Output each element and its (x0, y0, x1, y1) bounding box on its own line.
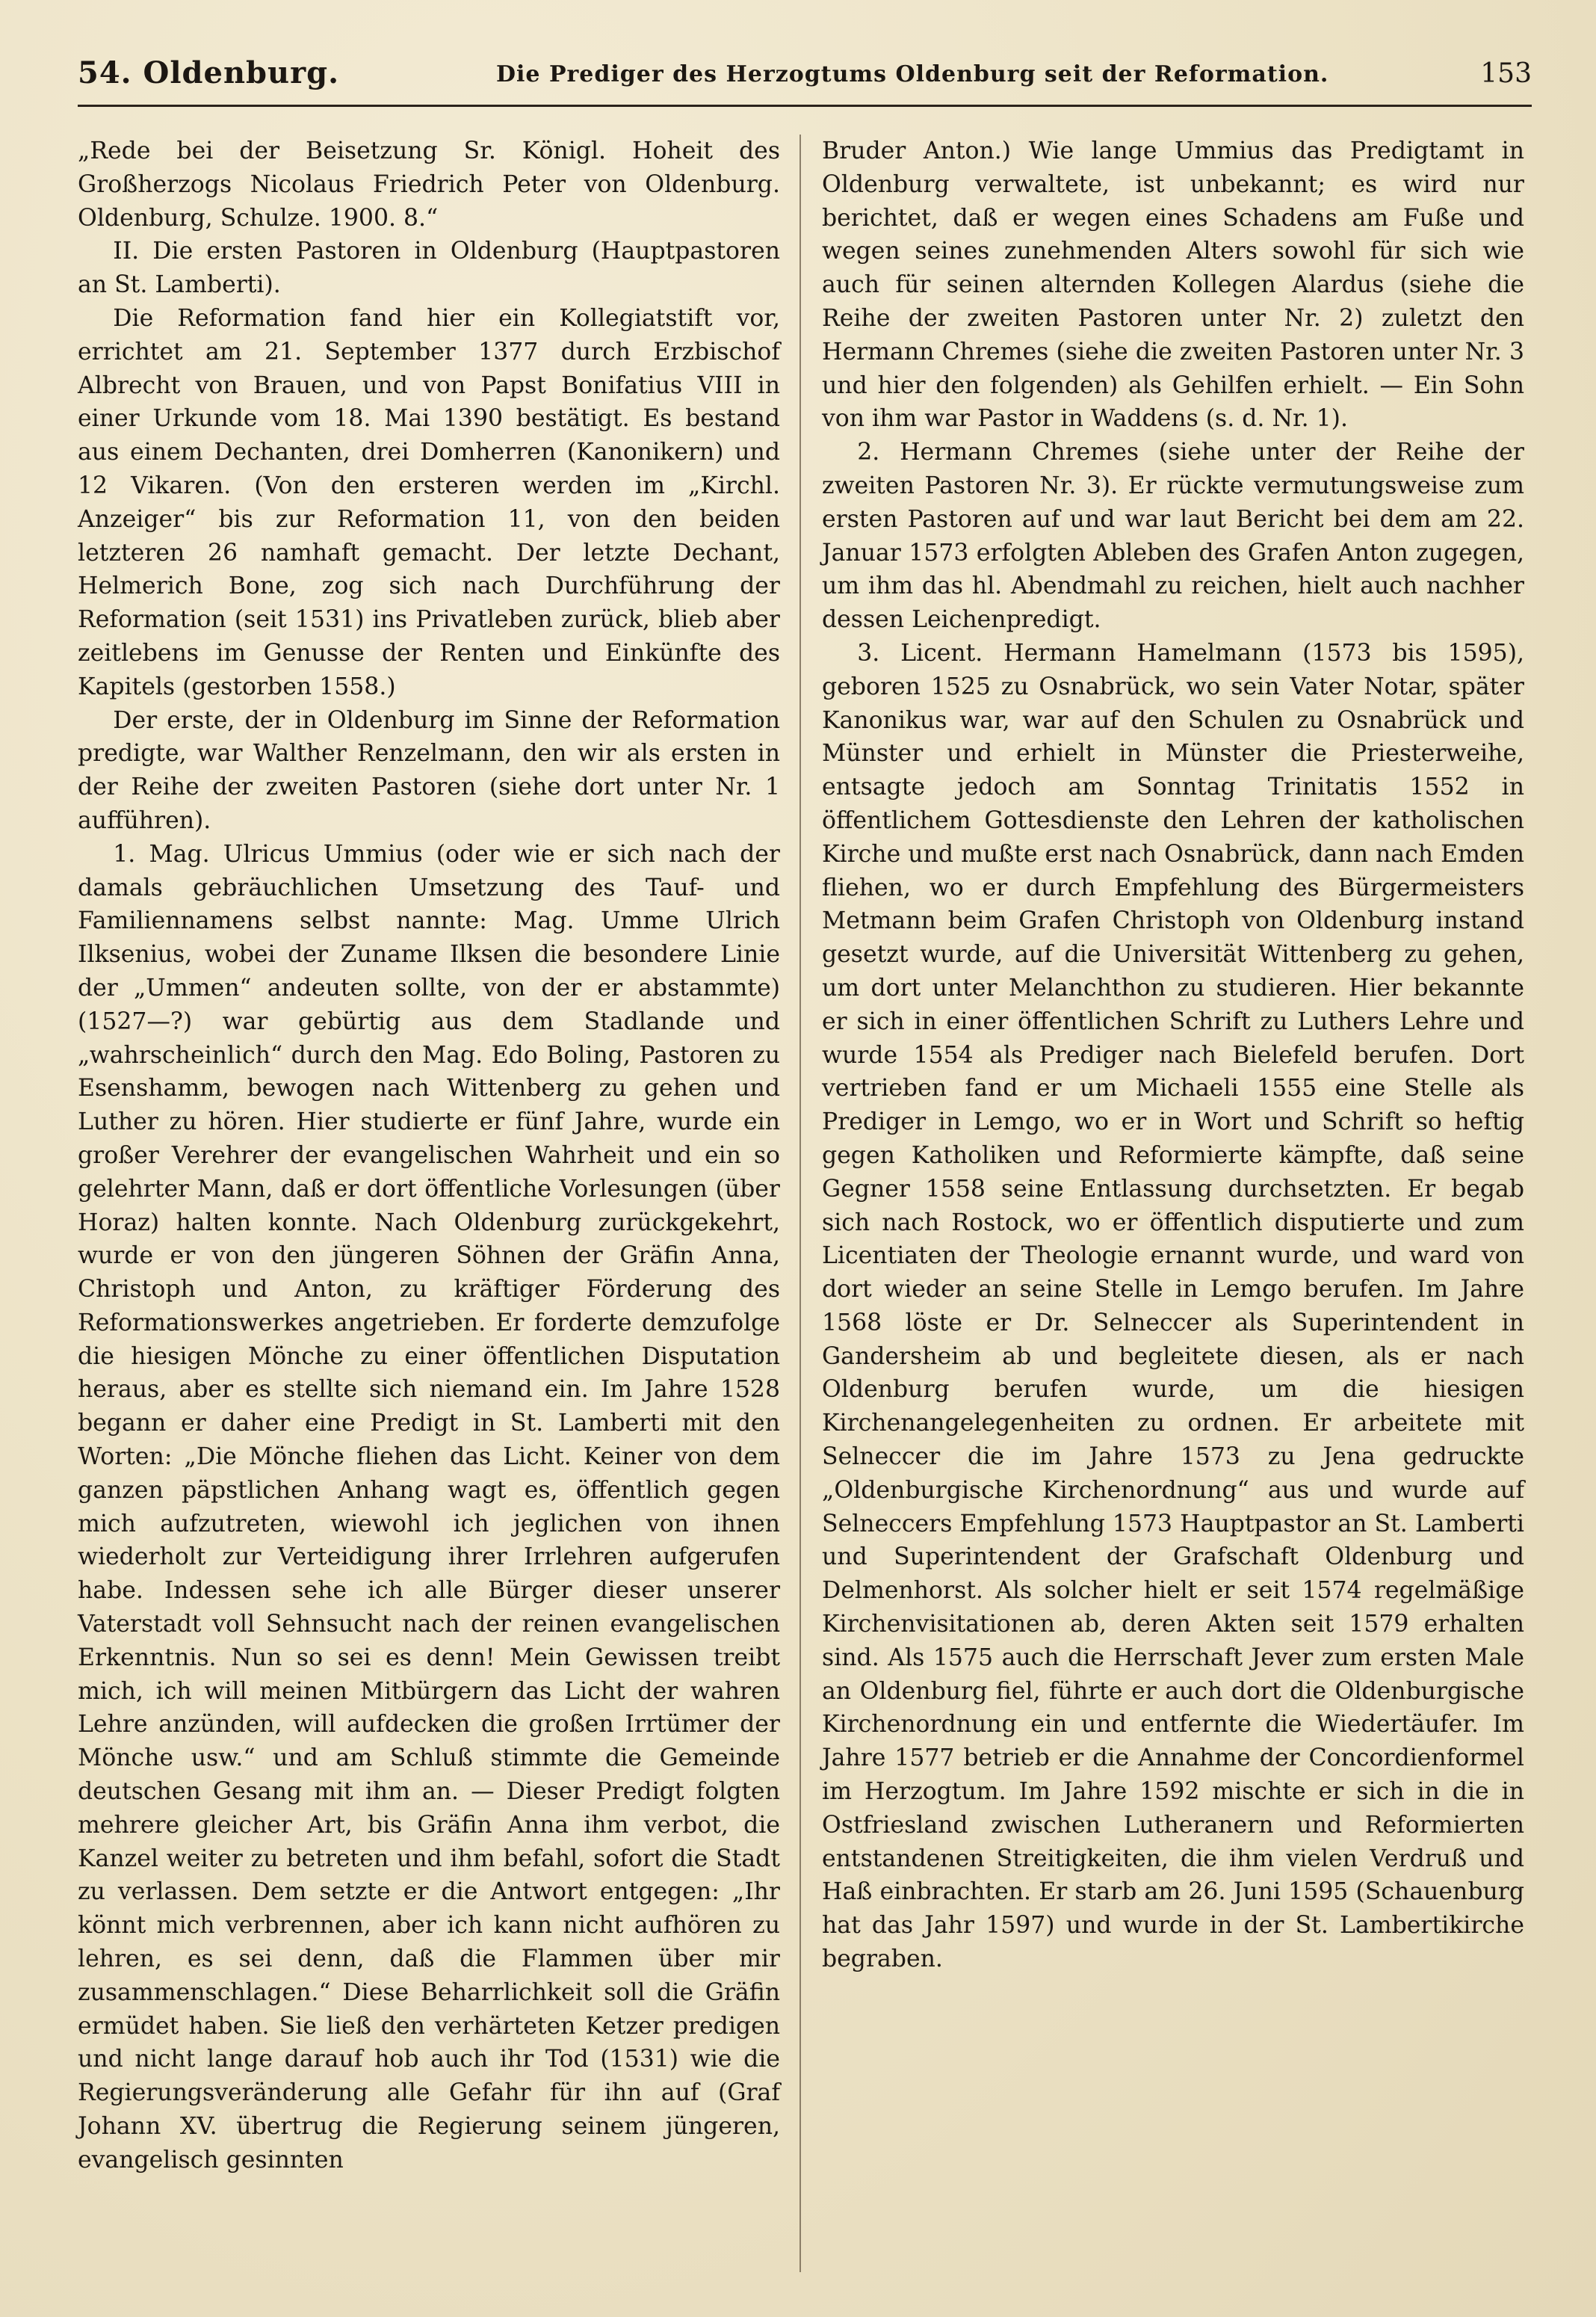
paragraph: II. Die ersten Pastoren in Oldenburg (Hauptpastoren an St. Lamberti). (78, 238, 780, 299)
right-column (822, 135, 1524, 1976)
paragraph: 3. Licent. Hermann Hamelmann (1573 bis 1595), geboren 1525 zu Osnabrück, wo sein Vater Notar, später Kanonikus war, war auf den Schulen zu Osnabrück und Münster und erhielt in Münster die Priesterweihe, entsagte jedoch am Sonntag Trinitatis 1552 in öffentlichem Gottesdienste den Lehren der katholischen Kirche und mußte erst nach Osnabrück, dann nach Emden fliehen, wo er durch Empfehlung des Bürgermeisters Metmann beim Grafen Christoph von Oldenburg instand gesetzt wurde, auf die Universität Wittenberg zu gehen, um dort unter Melanchthon zu studieren. Hier bekannte er sich in einer öffentlichen Schrift zu Luthers Lehre und wurde 1554 als Prediger nach Bielefeld berufen. Dort vertrieben fand er um Michaeli 1555 eine Stelle als Prediger in Lemgo, wo er in Wort und Schrift so heftig gegen Katholiken und Reformierte kämpfte, daß seine Gegner 1558 seine Entlassung durchsetzten. Er begab sich nach Rostock, wo er öffentlich disputierte und zum Licentiaten der Theologie ernannt wurde, und ward von dort wieder an seine Stelle in Lemgo berufen. Im Jahre 1568 löste er Dr. Selneccer als Superintendent in Gandersheim ab und begleitete diesen, als er nach Oldenburg berufen wurde, um die hiesigen Kirchenangelegenheiten zu ordnen. Er arbeitete mit Selneccer die im Jahre 1573 zu Jena gedruckte „Oldenburgische Kirchenordnung“ aus und wurde auf Selneccers Empfehlung 1573 Hauptpastor an St. Lamberti und Superintendent der Grafschaft Oldenburg und Delmenhorst. Als solcher hielt er seit 1574 regelmäßige Kirchenvisitationen ab, deren Akten seit 1579 erhalten sind. Als 1575 auch die Herrschaft Jever zum ersten Male an Oldenburg fiel, führte er auch dort die Oldenburgische Kirchenordnung ein und entfernte die Wiedertäufer. Im Jahre 1577 betrieb er die Annahme der Concordienformel im Herzogtum. Im Jahre 1592 mischte er sich in die in Ostfriesland zwischen Lutheranern und Reformierten entstandenen Streitigkeiten, die ihm vielen Verdruß und Haß einbrachten. Er starb am 26. Juni 1595 (Schauenburg hat das Jahr 1597) und wurde in der St. Lambertikirche begraben. (822, 639, 1524, 1973)
section-label: 54. Oldenburg. (78, 55, 340, 90)
paragraph: 2. Hermann Chremes (siehe unter der Reihe der zweiten Pastoren Nr. 3). Er rückte vermutungsweise zum ersten Pastoren auf und war laut Bericht bei dem am 22. Januar 1573 erfolgten Ableben des Grafen Anton zugegen, um ihm das hl. Abendmahl zu reichen, hielt auch nachher dessen Leichenpredigt. (822, 439, 1524, 634)
running-title: Die Prediger des Herzogtums Oldenburg seit der Reformation. (496, 61, 1329, 87)
column-divider (799, 135, 801, 2272)
paragraph: Bruder Anton.) Wie lange Ummius das Predigtamt in Oldenburg verwaltete, ist unbekannt; es wird nur berichtet, daß er wegen eines Schadens am Fuße und wegen seines zunehmenden Alters sowohl für sich wie auch für seinen alternden Kollegen Alardus (siehe die Reihe der zweiten Pastoren unter Nr. 2) zuletzt den Hermann Chremes (siehe die zweiten Pastoren unter Nr. 3 und hier den folgenden) als Gehilfen erhielt. — Ein Sohn von ihm war Pastor in Waddens (s. d. Nr. 1). (822, 138, 1524, 433)
left-column (78, 135, 780, 2177)
paragraph: Der erste, der in Oldenburg im Sinne der Reformation predigte, war Walther Renzelmann, den wir als ersten in der Reihe der zweiten Pastoren (siehe dort unter Nr. 1 aufführen). (78, 706, 780, 834)
paragraph: „Rede bei der Beisetzung Sr. Königl. Hoheit des Großherzogs Nicolaus Friedrich Peter von Oldenburg. Oldenburg, Schulze. 1900. 8.“ (78, 138, 780, 232)
paragraph: 1. Mag. Ulricus Ummius (oder wie er sich nach der damals gebräuchlichen Umsetzung des Tauf- und Familiennamens selbst nannte: Mag. Umme Ulrich Ilksenius, wobei der Zuname Ilksen die besondere Linie der „Ummen“ andeuten sollte, von der er abstammte) (1527—?) war gebürtig aus dem Stadlande und „wahrscheinlich“ durch den Mag. Edo Boling, Pastoren zu Esenshamm, bewogen nach Wittenberg zu gehen und Luther zu hören. Hier studierte er fünf Jahre, wurde ein großer Verehrer der evangelischen Wahrheit und ein so gelehrter Mann, daß er dort öffentliche Vorlesungen (über Horaz) halten konnte. Nach Oldenburg zurückgekehrt, wurde er von den jüngeren Söhnen der Gräfin Anna, Christoph und Anton, zu kräftiger Förderung des Reformationswerkes angetrieben. Er forderte demzufolge die hiesigen Mönche zu einer öffentlichen Disputation heraus, aber es stellte sich niemand ein. Im Jahre 1528 begann er daher eine Predigt in St. Lamberti mit den Worten: „Die Mönche fliehen das Licht. Keiner von dem ganzen päpstlichen Anhang wagt es, öffentlich gegen mich aufzutreten, wiewohl ich jeglichen von ihnen wiederholt zur Verteidigung ihrer Irrlehren aufgerufen habe. Indessen sehe ich alle Bürger dieser unserer Vaterstadt voll Sehnsucht nach der reinen evangelischen Erkenntnis. Nun so sei es denn! Mein Gewissen treibt mich, ich will meinen Mitbürgern das Licht der wahren Lehre anzünden, will aufdecken die großen Irrtümer der Mönche usw.“ und am Schluß stimmte die Gemeinde deutschen Gesang mit ihm an. — Dieser Predigt folgten mehrere gleicher Art, bis Gräfin Anna ihm verbot, die Kanzel weiter zu betreten und ihm befahl, sofort die Stadt zu verlassen. Dem setzte er die Antwort entgegen: „Ihr könnt mich verbrennen, aber ich kann nicht aufhören zu lehren, es sei denn, daß die Flammen über mir zusammenschlagen.“ Diese Beharrlichkeit soll die Gräfin ermüdet haben. Sie ließ den verhärteten Ketzer predigen und nicht lange darauf hob auch ihr Tod (1531) wie die Regierungsveränderung alle Gefahr für ihn auf (Graf Johann XV. übertrug die Regierung seinem jüngeren, evangelisch gesinnten (78, 840, 780, 2173)
page-number: 153 (1480, 58, 1532, 89)
running-header (78, 55, 1532, 100)
paragraph: Die Reformation fand hier ein Kollegiatstift vor, errichtet am 21. September 1377 durch Erzbischof Albrecht von Brauen, und von Papst Bonifatius VIII in einer Urkunde vom 18. Mai 1390 bestätigt. Es bestand aus einem Dechanten, drei Domherren (Kanonikern) und 12 Vikaren. (Von den ersteren werden im „Kirchl. Anzeiger“ bis zur Reformation 11, von den beiden letzteren 26 namhaft gemacht. Der letzte Dechant, Helmerich Bone, zog sich nach Durchführung der Reformation (seit 1531) ins Privatleben zurück, blieb aber zeitlebens im Genusse der Renten und Einkünfte des Kapitels (gestorben 1558.) (78, 304, 780, 700)
header-rule (78, 105, 1532, 107)
